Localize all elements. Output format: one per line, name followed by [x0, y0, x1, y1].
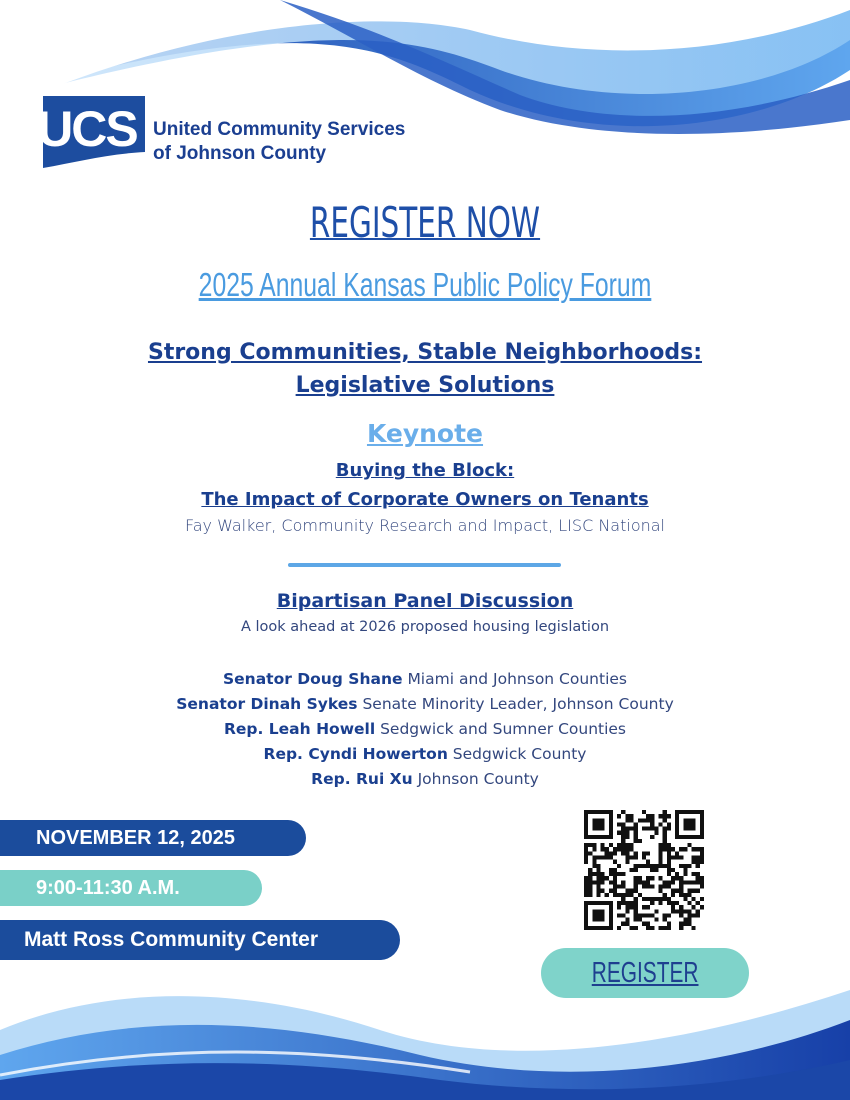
org-name-line1: United Community Services	[153, 119, 406, 140]
panelist-role: Sedgwick County	[452, 745, 587, 763]
panelist-name: Rep. Cyndi Howerton	[263, 745, 448, 763]
forum-theme	[0, 336, 850, 402]
ucs-logo	[37, 96, 145, 168]
keynote-title-line1: Buying the Block:	[335, 460, 515, 481]
panelist-list	[0, 667, 850, 792]
forum-title: 2025 Annual Kansas Public Policy Forum	[198, 266, 652, 303]
panelist-name: Senator Dinah Sykes	[176, 695, 358, 713]
panelist-role: Johnson County	[417, 770, 539, 788]
org-name	[153, 118, 405, 166]
register-now-heading: REGISTER NOW	[309, 198, 541, 247]
section-divider	[288, 563, 561, 567]
org-name-line2: of Johnson County	[153, 143, 327, 164]
panelist-role: Senate Minority Leader, Johnson County	[362, 695, 674, 713]
event-date: NOVEMBER 12, 2025	[0, 820, 306, 856]
theme-line2: Legislative Solutions	[295, 373, 555, 398]
logo-mark: UCS	[37, 101, 137, 157]
event-venue: Matt Ross Community Center	[0, 920, 400, 960]
panelist	[0, 692, 850, 717]
panelist	[0, 717, 850, 742]
panelist-name: Rep. Rui Xu	[311, 770, 413, 788]
panel-title: Bipartisan Panel Discussion	[276, 590, 574, 612]
panelist-name: Senator Doug Shane	[222, 670, 403, 688]
panelist	[0, 767, 850, 792]
panel-subtitle: A look ahead at 2026 proposed housing legislation	[240, 619, 610, 635]
keynote-speaker: Fay Walker, Community Research and Impact, LISC National	[184, 516, 665, 535]
qr-code-icon[interactable]	[584, 810, 704, 930]
theme-line1: Strong Communities, Stable Neighborhoods:	[147, 340, 703, 365]
panelist-role: Sedgwick and Sumner Counties	[380, 720, 627, 738]
panelist	[0, 667, 850, 692]
keynote-title	[0, 456, 850, 514]
panelist-name: Rep. Leah Howell	[223, 720, 376, 738]
keynote-title-line2: The Impact of Corporate Owners on Tenants	[201, 489, 649, 510]
register-button[interactable]	[541, 948, 749, 998]
event-time: 9:00-11:30 A.M.	[0, 870, 262, 906]
panelist-role: Miami and Johnson Counties	[407, 670, 627, 688]
register-button-label: REGISTER	[591, 956, 699, 989]
keynote-label: Keynote	[366, 419, 484, 448]
panelist	[0, 742, 850, 767]
